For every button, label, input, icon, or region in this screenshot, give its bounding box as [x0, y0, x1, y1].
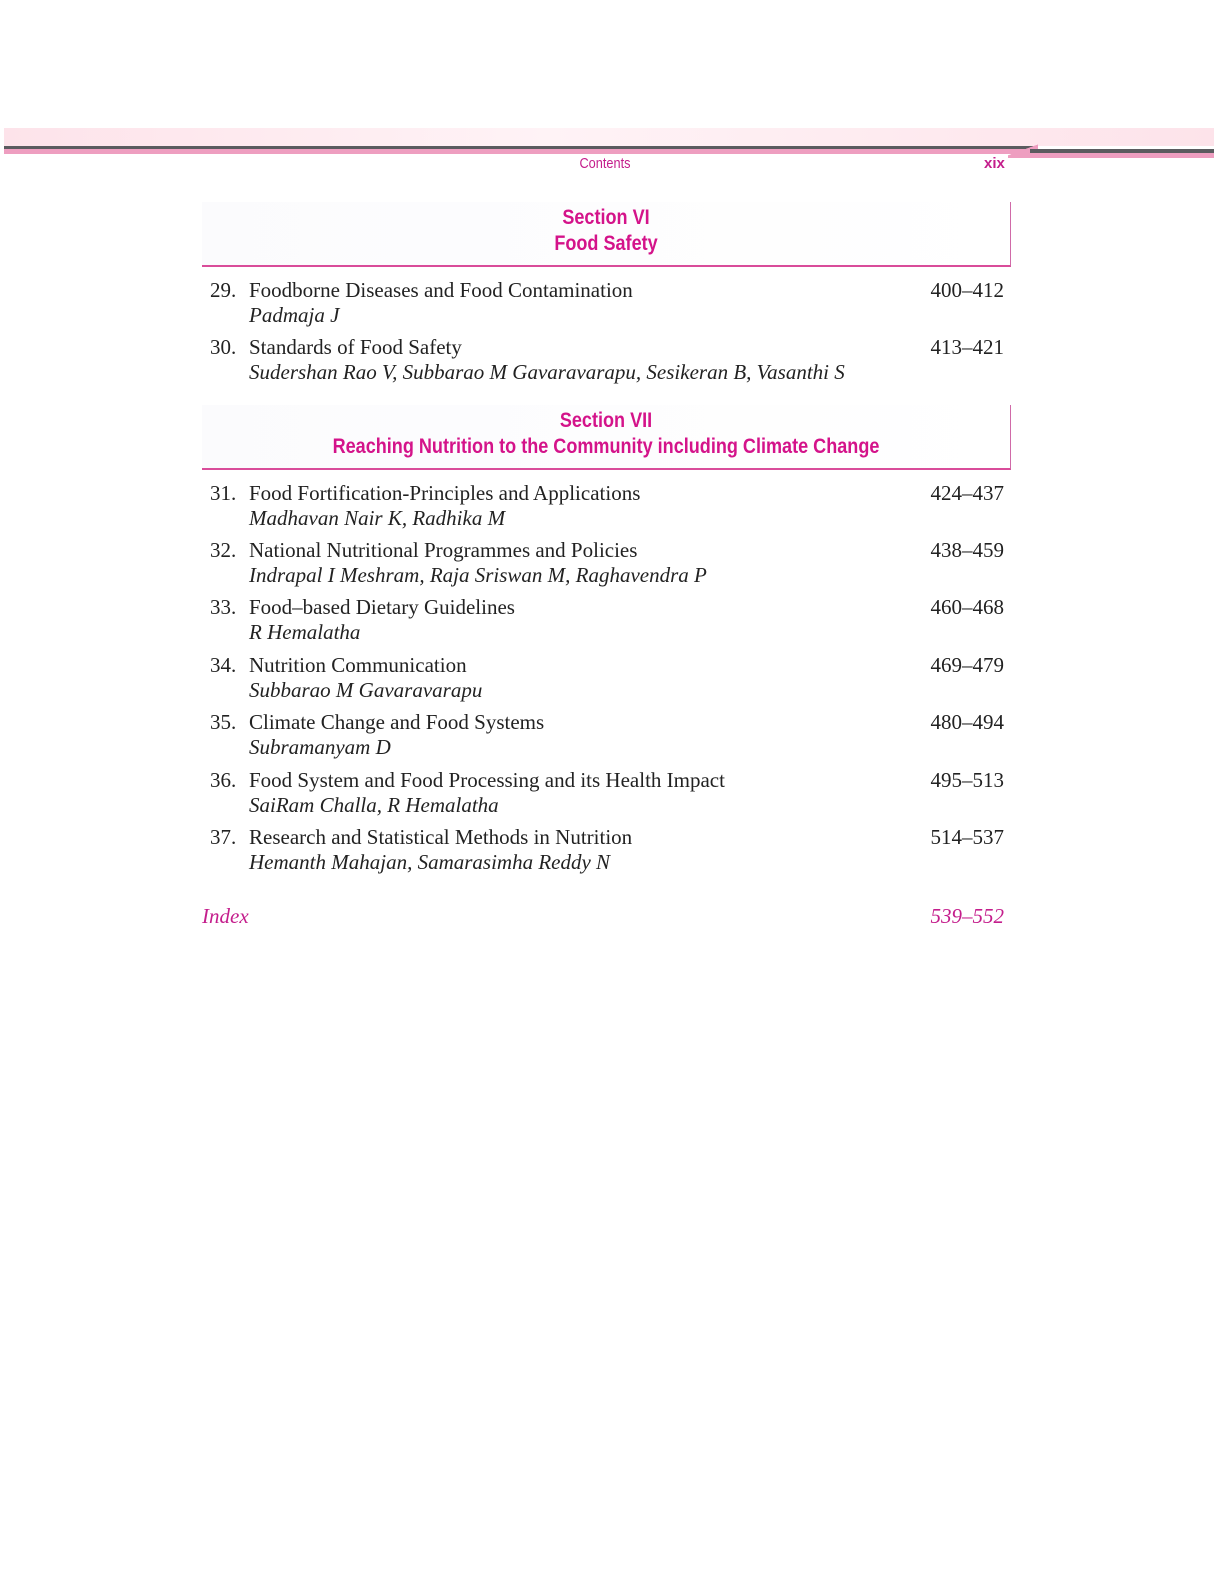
section-heading-vii: [202, 405, 1011, 470]
chapter-title[interactable]: Food Fortification-Principles and Applications: [249, 481, 641, 505]
toc-index-entry[interactable]: [202, 904, 1004, 929]
section-label: Section VI: [562, 206, 650, 229]
chapter-authors: Hemanth Mahajan, Samarasimha Reddy N: [249, 850, 611, 874]
chapter-authors: Padmaja J: [249, 303, 340, 327]
page-range: 480–494: [930, 710, 1004, 734]
page-range: 424–437: [930, 481, 1004, 505]
running-head: [0, 155, 1214, 175]
chapter-title[interactable]: Research and Statistical Methods in Nutrition: [249, 825, 633, 849]
index-page-range: 539–552: [930, 904, 1004, 928]
chapter-number: 37.: [210, 825, 237, 849]
chapter-number: 35.: [210, 710, 237, 734]
chapter-number: 30.: [210, 335, 237, 359]
chapter-title[interactable]: Food System and Food Processing and its Health Impact: [249, 768, 725, 792]
page-range: 495–513: [930, 768, 1004, 792]
header-rule-pink: [4, 149, 1026, 154]
section-heading-vi: [202, 202, 1011, 267]
page-range: 514–537: [930, 825, 1004, 849]
page-range: 469–479: [930, 653, 1004, 677]
chapter-authors: Madhavan Nair K, Radhika M: [249, 506, 506, 530]
page-range: 438–459: [930, 538, 1004, 562]
chapter-number: 29.: [210, 278, 237, 302]
index-label[interactable]: Index: [202, 904, 249, 928]
chapter-number: 34.: [210, 653, 237, 677]
running-title: Contents: [579, 155, 631, 172]
chapter-number: 33.: [210, 595, 237, 619]
chapter-authors: Sudershan Rao V, Subbarao M Gavaravarapu, Sesikeran B, Vasanthi S: [249, 360, 845, 384]
section-title: Reaching Nutrition to the Community including Climate Change: [332, 435, 880, 458]
page-range: 460–468: [930, 595, 1004, 619]
chapter-number: 31.: [210, 481, 237, 505]
chapter-number: 36.: [210, 768, 237, 792]
section-title: Food Safety: [554, 232, 658, 255]
chapter-authors: Subramanyam D: [249, 735, 391, 759]
chapter-authors: R Hemalatha: [249, 620, 361, 644]
chapter-title[interactable]: National Nutritional Programmes and Policies: [249, 538, 638, 562]
chapter-title[interactable]: Climate Change and Food Systems: [249, 710, 545, 734]
chapter-authors: Subbarao M Gavaravarapu: [249, 678, 483, 702]
chapter-authors: SaiRam Challa, R Hemalatha: [249, 793, 499, 817]
page-range: 400–412: [930, 278, 1004, 302]
page-number: xix: [984, 155, 1005, 172]
section-label: Section VII: [559, 409, 653, 432]
chapter-title[interactable]: Food–based Dietary Guidelines: [249, 595, 515, 619]
chapter-title[interactable]: Nutrition Communication: [249, 653, 467, 677]
chapter-number: 32.: [210, 538, 237, 562]
chapter-authors: Indrapal I Meshram, Raja Sriswan M, Raghavendra P: [249, 563, 707, 587]
page-range: 413–421: [930, 335, 1004, 359]
chapter-title[interactable]: Foodborne Diseases and Food Contamination: [249, 278, 633, 302]
chapter-title[interactable]: Standards of Food Safety: [249, 335, 462, 359]
